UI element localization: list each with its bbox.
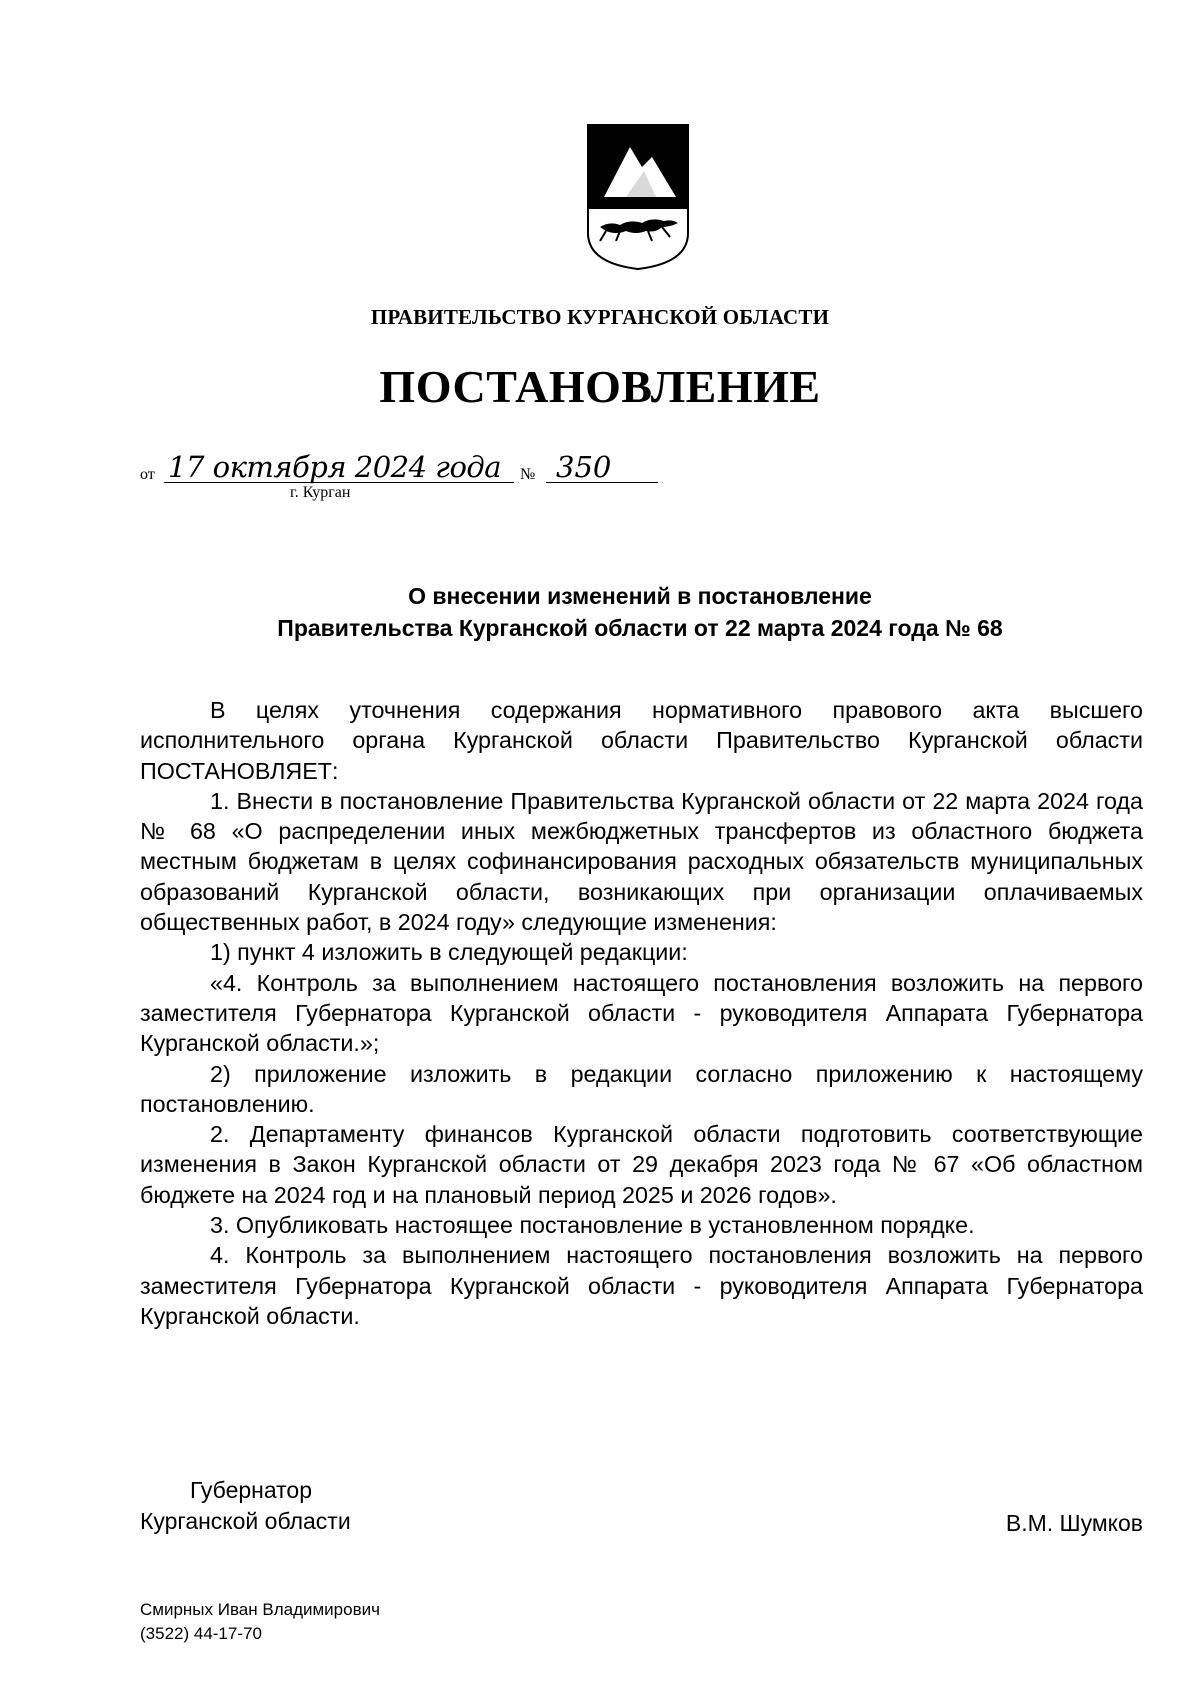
handwritten-date: 17 октября 2024 года bbox=[168, 450, 502, 484]
body-paragraph: В целях уточнения содержания нормативного правового акта высшего исполнительного органа Курганской области Правительство Курганской области ПОСТАНОВЛЯЕТ: bbox=[140, 697, 1143, 784]
organization-name: ПРАВИТЕЛЬСТВО КУРГАНСКОЙ ОБЛАСТИ bbox=[370, 305, 830, 329]
document-body bbox=[140, 695, 1143, 1331]
body-paragraph: 2. Департаменту финансов Курганской области подготовить соответствующие изменения в Закон Курганской области от 29 декабря 2023 года № 67 «Об областном бюджете на 2024 год и на плановый период 2025 и 2026 годов». bbox=[140, 1121, 1143, 1208]
date-number-line bbox=[140, 452, 660, 522]
subject-line-2: Правительства Курганской области от 22 марта 2024 года № 68 bbox=[277, 615, 1003, 641]
coat-of-arms-icon bbox=[586, 123, 690, 271]
executor-info bbox=[140, 1598, 380, 1646]
signer-role-line-1: Губернатор bbox=[190, 1477, 313, 1503]
document-type-title: ПОСТАНОВЛЕНИЕ bbox=[379, 361, 821, 412]
date-prefix: от bbox=[140, 466, 155, 483]
subject-line-1: О внесении изменений в постановление bbox=[408, 583, 872, 609]
body-paragraph: 1. Внести в постановление Правительства Курганской области от 22 марта 2024 года № 68 «О распределении иных межбюджетных трансфертов из областного бюджета местным бюджетам в целях софинансирования расходных обязательств муниципальных образований Курганской области, возникающих при организации оплачиваемых общественных работ, в 2024 году» следующие изменения: bbox=[140, 787, 1143, 936]
signer-role-line-2: Курганской области bbox=[140, 1508, 351, 1534]
number-underline bbox=[546, 482, 658, 483]
city-label: г. Курган bbox=[290, 484, 351, 501]
body-paragraph: 3. Опубликовать настоящее постановление в установленном порядке. bbox=[210, 1212, 975, 1239]
body-paragraph: 1) пункт 4 изложить в следующей редакции: bbox=[210, 939, 688, 966]
body-paragraph: «4. Контроль за выполнением настоящего постановления возложить на первого заместителя Губернатора Курганской области - руководителя Аппарата Губернатора Курганской области.»; bbox=[140, 969, 1143, 1057]
handwritten-number: 350 bbox=[556, 450, 612, 484]
signer-name: В.М. Шумков bbox=[1005, 1510, 1143, 1536]
date-underline bbox=[164, 482, 514, 483]
body-paragraph: 2) приложение изложить в редакции согласно приложению к настоящему постановлению. bbox=[140, 1060, 1143, 1117]
executor-phone: (3522) 44-17-70 bbox=[140, 1624, 262, 1643]
body-paragraph: 4. Контроль за выполнением настоящего постановления возложить на первого заместителя Губернатора Курганской области - руководителя Аппарата Губернатора Курганской области. bbox=[140, 1242, 1143, 1329]
document-subject bbox=[140, 580, 1140, 644]
executor-name: Смирных Иван Владимирович bbox=[140, 1600, 380, 1619]
number-label: № bbox=[520, 466, 536, 483]
